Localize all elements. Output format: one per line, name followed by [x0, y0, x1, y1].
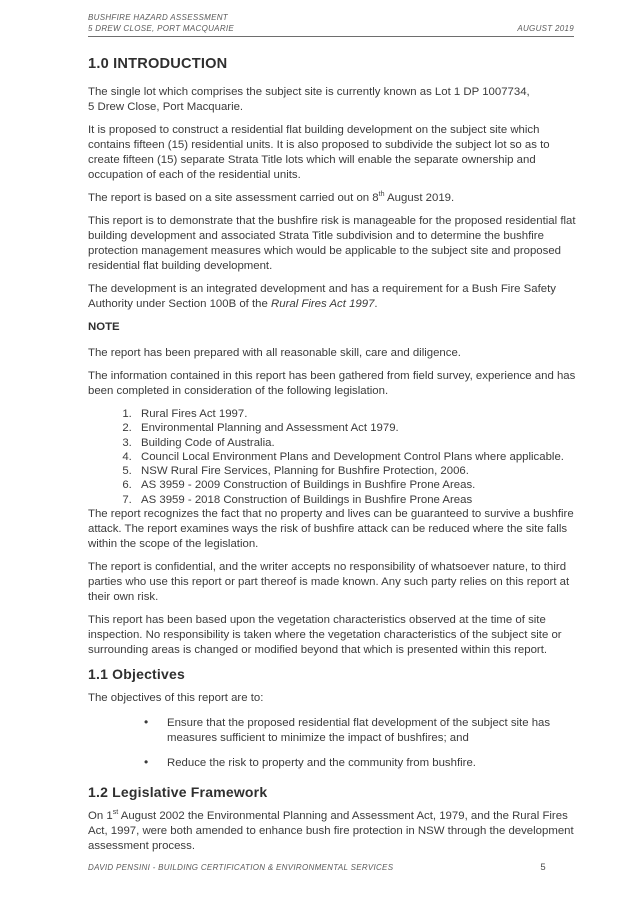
note-paragraph-4: The report is confidential, and the writer accepts no responsibility of whatsoever nature, to third parties who use this report or part thereof is made known. Any such party relies on this report at their own risk.: [88, 561, 570, 604]
objective-bullet-item: • Ensure that the proposed residential flat development of the subject site has measures sufficient to minimize the impact of bushfires; and: [167, 716, 576, 746]
objective-bullet-item: • Reduce the risk to property and the community from bushfire.: [167, 756, 576, 771]
legislative-paragraph-1: [88, 809, 576, 854]
intro-paragraph-5-text: The development is an integrated development and has a requirement for a Bush Fire Safety Authority under Section 100B of the: [88, 283, 556, 310]
act-title-italic: Rural Fires Act 1997: [271, 298, 375, 310]
intro-paragraph-5: [88, 282, 576, 312]
legislative-paragraph-1-tail: August 2002 the Environmental Planning and Assessment Act, 1979, and the Rural Fires Act, 1997, were both amended to enhance bush fire protection in NSW through the development assessment process.: [88, 810, 574, 853]
page-header: [88, 13, 574, 37]
note-paragraph-2: The information contained in this report has been gathered from field survey, experience and has been completed in consideration of the following legislation.: [88, 370, 576, 397]
page-footer: [88, 862, 546, 873]
intro-paragraph-1-line-2: 5 Drew Close, Port Macquarie.: [88, 101, 244, 113]
section-1-2-heading: 1.2 Legislative Framework: [88, 784, 268, 801]
objectives-list: [88, 716, 576, 771]
intro-paragraph-3: [88, 191, 576, 206]
legislation-item: 7. AS 3959 - 2018 Construction of Buildings in Bushfire Prone Areas: [135, 493, 576, 507]
intro-paragraph-1: [88, 85, 576, 115]
legislation-list: [88, 407, 576, 507]
legislation-item: 4. Council Local Environment Plans and Development Control Plans where applicable.: [135, 450, 576, 464]
intro-paragraph-4: This report is to demonstrate that the bushfire risk is manageable for the proposed residential flat building development and associated Strata Title subdivision and to determine the bushfire protection management measures which would be applicable to the subject site and proposed residential flat building development.: [88, 215, 576, 272]
note-paragraph-1: The report has been prepared with all reasonable skill, care and diligence.: [88, 347, 461, 359]
note-paragraph-3: The report recognizes the fact that no property and lives can be guaranteed to survive a bushfire attack. The report examines ways the risk of bushfire attack can be reduced where the site falls within the scope of the legislation.: [88, 508, 574, 551]
legislation-item: 1. Rural Fires Act 1997.: [135, 407, 576, 421]
section-1-heading: 1.0 INTRODUCTION: [88, 56, 228, 72]
intro-paragraph-2: It is proposed to construct a residential flat building development on the subject site which contains fifteen (15) residential units. It is also proposed to subdivide the subject lot so as to create fifteen (15) separate Strata Title lots which will enable the separate ownership and occupation of each of the residential units.: [88, 124, 550, 181]
header-doc-subtitle: 5 DREW CLOSE, PORT MACQUARIE: [88, 23, 235, 33]
legislation-item: 2. Environmental Planning and Assessment Act 1979.: [135, 421, 576, 435]
header-left: [88, 13, 234, 34]
objectives-intro: The objectives of this report are to:: [88, 692, 264, 705]
legislation-item: 3. Building Code of Australia.: [135, 436, 576, 450]
note-paragraph-5: This report has been based upon the vegetation characteristics observed at the time of site inspection. No responsibility is taken where the vegetation characteristics of the subject site or surrounding areas is changed or modified beyond that which is presented within this report.: [88, 614, 562, 657]
page-number: 5: [540, 862, 546, 873]
section-1-1-heading: 1.1 Objectives: [88, 666, 185, 683]
legislative-paragraph-1-text: On 1: [88, 810, 113, 823]
intro-paragraph-3-tail: August 2019.: [384, 192, 455, 204]
ordinal-superscript: th: [378, 191, 385, 199]
intro-paragraph-5-tail: .: [374, 298, 378, 310]
ordinal-superscript: st: [112, 809, 119, 817]
note-heading: NOTE: [88, 321, 120, 333]
legislation-item: 6. AS 3959 - 2009 Construction of Buildings in Bushfire Prone Areas.: [135, 478, 576, 492]
intro-paragraph-1-line-1: The single lot which comprises the subject site is currently known as Lot 1 DP 1007734,: [88, 86, 530, 98]
header-doc-title: BUSHFIRE HAZARD ASSESSMENT: [88, 13, 228, 22]
legislation-item: 5. NSW Rural Fire Services, Planning for Bushfire Protection, 2006.: [135, 464, 576, 478]
intro-paragraph-3-text: The report is based on a site assessment carried out on 8: [88, 192, 379, 204]
header-date: AUGUST 2019: [517, 23, 574, 33]
document-body: [88, 57, 576, 862]
footer-credit: DAVID PENSINI - BUILDING CERTIFICATION & ENVIRONMENTAL SERVICES: [88, 863, 394, 872]
